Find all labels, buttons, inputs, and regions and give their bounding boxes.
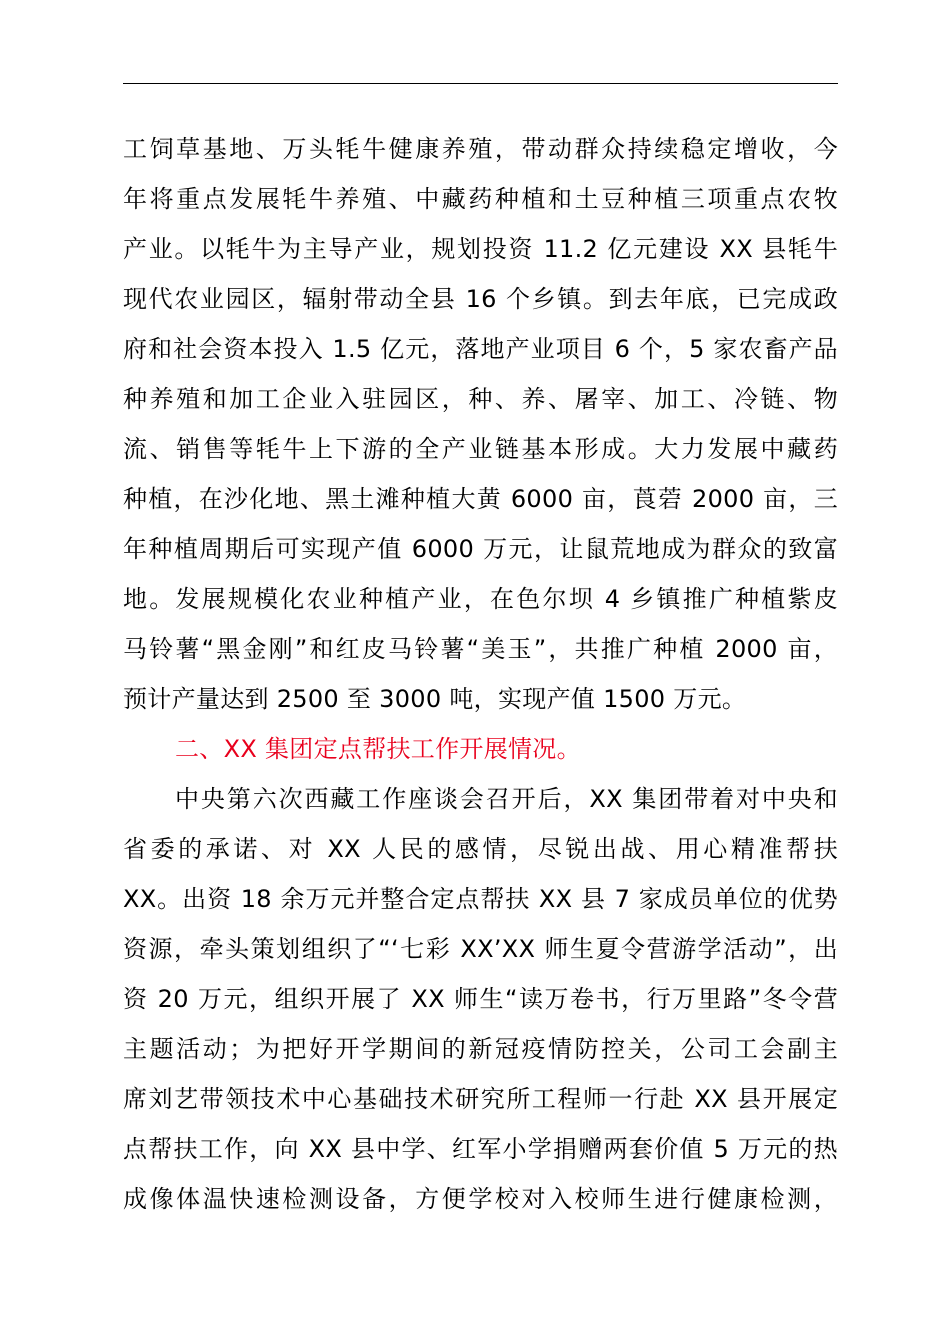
paragraph-line: 成像体温快速检测设备，方便学校对入校师生进行健康检测， xyxy=(123,1185,838,1213)
paragraph-line: 中央第六次西藏工作座谈会召开后，XX 集团带着对中央和 xyxy=(175,785,838,813)
paragraph-line: 预计产量达到 2500 至 3000 吨，实现产值 1500 万元。 xyxy=(123,685,747,713)
paragraph-line: XX。出资 18 余万元并整合定点帮扶 XX 县 7 家成员单位的优势 xyxy=(123,885,838,913)
section-heading: 二、XX 集团定点帮扶工作开展情况。 xyxy=(175,735,581,763)
paragraph-line: 点帮扶工作，向 XX 县中学、红军小学捐赠两套价值 5 万元的热 xyxy=(123,1135,838,1163)
header-rule xyxy=(123,83,838,84)
paragraph-line: 地。发展规模化农业种植产业，在色尔坝 4 乡镇推广种植紫皮 xyxy=(123,585,838,613)
document-body xyxy=(123,124,838,1224)
paragraph-line: 省委的承诺、对 XX 人民的感情，尽锐出战、用心精准帮扶 xyxy=(123,835,838,863)
paragraph-line: 席刘艺带领技术中心基础技术研究所工程师一行赴 XX 县开展定 xyxy=(123,1085,838,1113)
paragraph-line: 马铃薯“黑金刚”和红皮马铃薯“美玉”，共推广种植 2000 亩， xyxy=(123,635,838,663)
paragraph-line: 主题活动；为把好开学期间的新冠疫情防控关，公司工会副主 xyxy=(123,1035,838,1063)
paragraph-line: 流、销售等牦牛上下游的全产业链基本形成。大力发展中藏药 xyxy=(123,435,838,463)
paragraph-1 xyxy=(123,124,838,724)
paragraph-line: 资源，牵头策划组织了“‘七彩 XX’XX 师生夏令营游学活动”，出 xyxy=(123,935,838,963)
paragraph-line: 工饲草基地、万头牦牛健康养殖，带动群众持续稳定增收，今 xyxy=(123,135,838,163)
paragraph-line: 产业。以牦牛为主导产业，规划投资 11.2 亿元建设 XX 县牦牛 xyxy=(123,235,838,263)
paragraph-2 xyxy=(123,774,838,1224)
paragraph-line: 年种植周期后可实现产值 6000 万元，让鼠荒地成为群众的致富 xyxy=(123,535,838,563)
paragraph-line: 种养殖和加工企业入驻园区，种、养、屠宰、加工、冷链、物 xyxy=(123,385,838,413)
paragraph-line: 年将重点发展牦牛养殖、中藏药种植和土豆种植三项重点农牧 xyxy=(123,185,838,213)
paragraph-line: 种植，在沙化地、黑土滩种植大黄 6000 亩，莨菪 2000 亩，三 xyxy=(123,485,838,513)
paragraph-line: 资 20 万元，组织开展了 XX 师生“读万卷书，行万里路”冬令营 xyxy=(123,985,838,1013)
paragraph-line: 现代农业园区，辐射带动全县 16 个乡镇。到去年底，已完成政 xyxy=(123,285,838,313)
paragraph-line: 府和社会资本投入 1.5 亿元，落地产业项目 6 个，5 家农畜产品 xyxy=(123,335,838,363)
